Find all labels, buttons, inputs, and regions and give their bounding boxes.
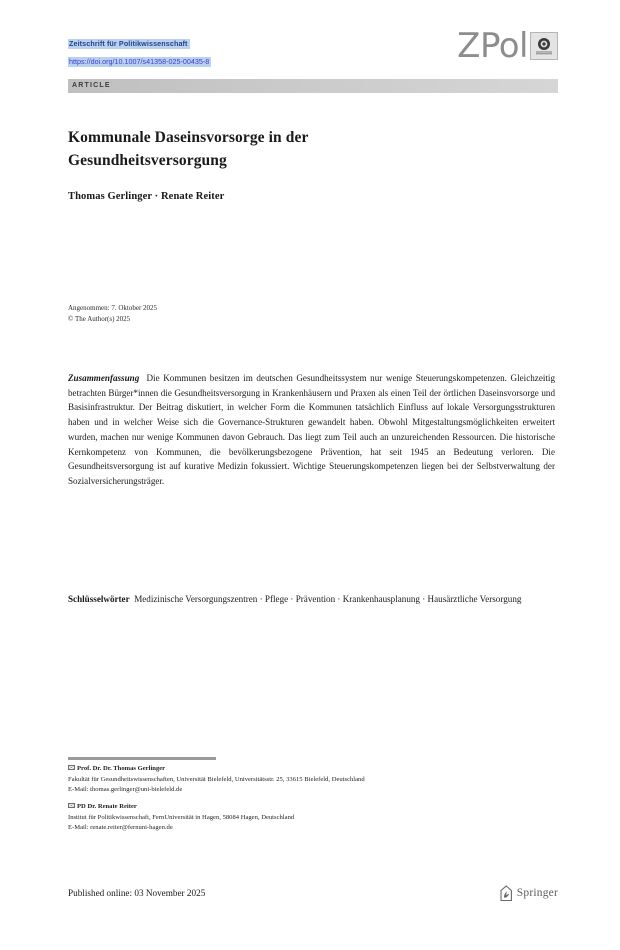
journal-logo [457, 26, 558, 66]
keywords-section [68, 592, 555, 607]
page-title: Kommunale Daseinsvorsorge in der Gesundheitsversorgung [68, 129, 309, 169]
springer-logo [499, 884, 558, 902]
abstract-body: Die Kommunen besitzen im deutschen Gesundheitssystem nur wenige Steuerungskompetenzen. Gleichzeitig betrachten Bürger*innen die Gesundheitsversorgung in Krankenhäusern und Praxen als einen Teil der örtlichen Daseinsvorsorge und Basisinfrastruktur. Der Beitrag diskutiert, in welcher Form die Kommunen tatsächlich Einfluss auf lokale Versorgungsstrukturen haben und in welcher Weise sich die Governance-Strukturen gewandelt haben. Obwohl Mitgestaltungsmöglichkeiten erweitert wurden, machen nur wenige Kommunen davon Gebrauch. Das liegt zum Teil auch an unzureichenden Ressourcen. Die historische Kernkompetenz von Kommunen, die bevölkerungsbezogene Prävention, hat seit 1945 an Bedeutung verloren. Die Gesundheitsversorgung ist auf kurative Medizin fokussiert. Wichtige Steuerungskompetenzen liegen bei der Selbstverwaltung der Sozialversicherungsträger. [68, 373, 555, 487]
abstract-label: Zusammenfassung [68, 373, 140, 383]
author-affiliations [68, 764, 538, 840]
envelope-icon [68, 765, 75, 770]
affiliation-name [68, 802, 538, 813]
springer-knight-icon [499, 884, 514, 902]
abstract-section [68, 371, 555, 489]
affiliation-block [68, 764, 538, 796]
zpol-open-access-emblem-icon [530, 32, 558, 60]
affiliation-name-text: Prof. Dr. Dr. Thomas Gerlinger [77, 765, 166, 772]
author-list: Thomas Gerlinger · Renate Reiter [68, 191, 225, 202]
article-type-label: ARTICLE [72, 82, 111, 89]
journal-name: Zeitschrift für Politikwissenschaft [69, 39, 188, 48]
envelope-icon [68, 803, 75, 808]
footnote-separator [68, 757, 216, 760]
article-type-banner [68, 79, 558, 93]
zpol-wordmark: ZPol [457, 26, 528, 66]
affiliation-address: Fakultät für Gesundheitswissenschaften, Universität Bielefeld, Universitätsstr. 25, 33615 Bielefeld, Deutschland [68, 775, 365, 783]
masthead [68, 26, 558, 79]
published-online-date: Published online: 03 November 2025 [68, 888, 206, 898]
journal-identity [68, 33, 283, 69]
affiliation-address: Institut für Politikwissenschaft, FernUniversität in Hagen, 58084 Hagen, Deutschland [68, 813, 295, 821]
accepted-date: Angenommen: 7. Oktober 2025 [68, 304, 158, 312]
copyright-notice: © The Author(s) 2025 [68, 314, 131, 323]
doi-link[interactable]: https://doi.org/10.1007/s41358-025-00435-8 [69, 57, 210, 66]
affiliation-block [68, 802, 538, 834]
springer-wordmark: Springer [516, 887, 558, 899]
keywords-label: Schlüsselwörter [68, 594, 130, 604]
affiliation-name-text: PD Dr. Renate Reiter [77, 803, 137, 811]
affiliation-email[interactable]: E-Mail: renate.reiter@fernuni-hagen.de [68, 824, 173, 832]
affiliation-name [68, 764, 538, 775]
affiliation-email[interactable]: E-Mail: thomas.gerlinger@uni-bielefeld.de [68, 786, 183, 794]
publication-dates [68, 303, 368, 325]
keywords-list: Medizinische Versorgungszentren · Pflege · Prävention · Krankenhausplanung · Hausärztliche Versorgung [134, 594, 522, 604]
